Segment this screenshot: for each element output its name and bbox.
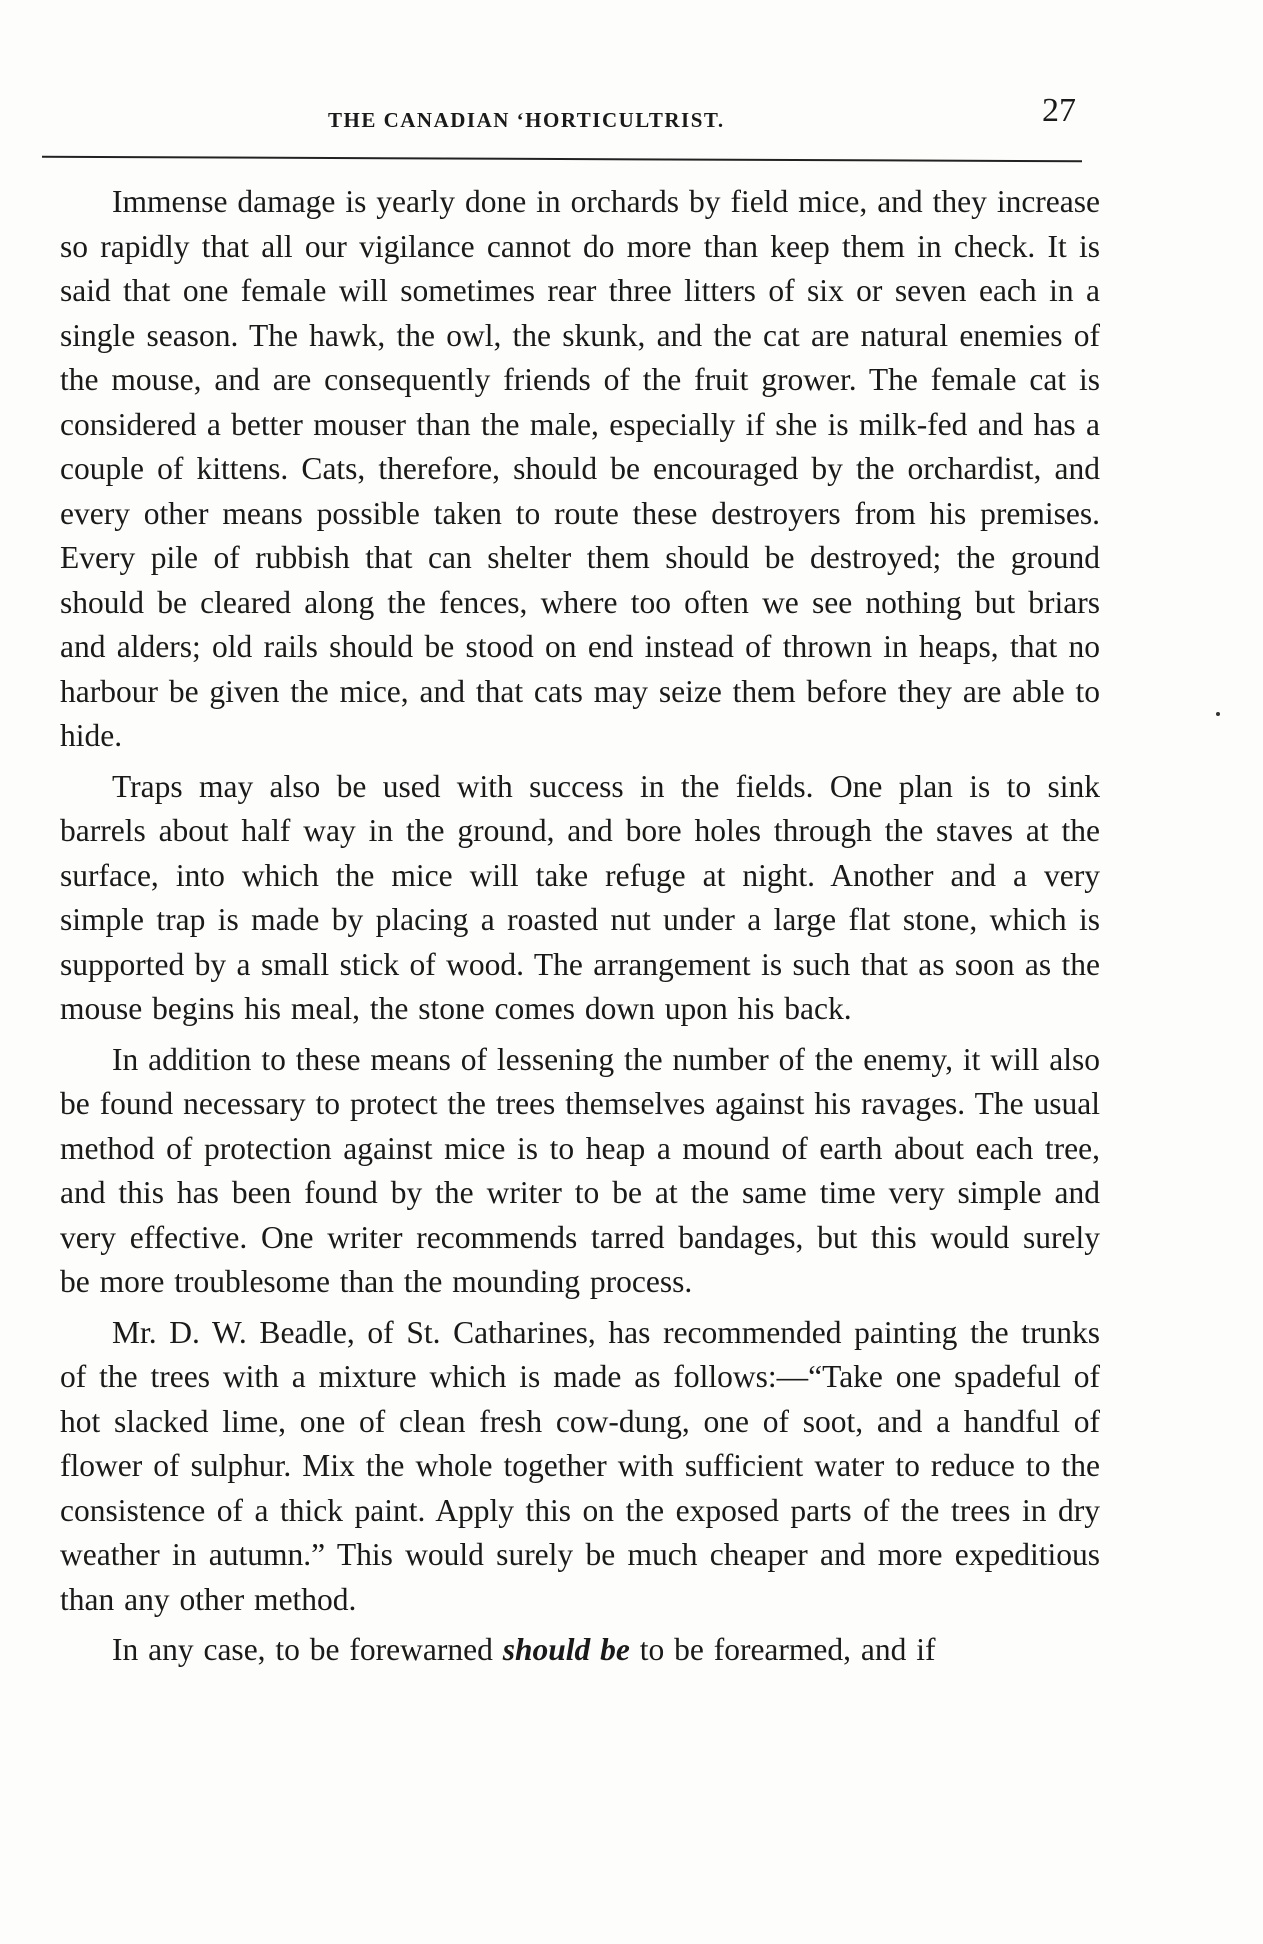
forewarned-text-start: In any case, to be forewarned (112, 1632, 503, 1667)
forewarned-text-end: to be forearmed, and if (629, 1632, 936, 1667)
page-number: 27 (1042, 92, 1076, 129)
paragraph-beadle-mixture: Mr. D. W. Beadle, of St. Catharines, has recommended painting the trunks of the trees with a mixture which is made as follows:—“Take one spadeful of hot slacked lime, one of clean fresh cow-dung, one of soot, and a handful of flower of sulphur. Mix the whole together with sufficient water to reduce to the consistence of a thick paint. Apply this on the exposed parts of the trees in dry weather in autumn.” This would surely be much cheaper and more expeditious than any other method. (60, 1314, 1100, 1617)
paragraph-forewarned (60, 1628, 1100, 1673)
paragraph-traps: Traps may also be used with success in the fields. One plan is to sink barrels about half way in the ground, and bore holes through the staves at the surface, into which the mice will take refuge at night. Another and a very simple trap is made by placing a roasted nut under a large flat stone, which is supported by a small stick of wood. The arrangement is such that as soon as the mouse begins his meal, the stone comes down upon his back. (60, 768, 1100, 1026)
body-text (60, 180, 1100, 1679)
paragraph-protect-trees: In addition to these means of lessening the number of the enemy, it will also be found necessary to protect the trees themselves against his ravages. The usual method of protection against mice is to heap a mound of earth about each tree, and this has been found by the writer to be at the same time very simple and very effective. One writer recommends tarred bandages, but this would surely be more troublesome than the mounding process. (60, 1041, 1100, 1299)
forewarned-emphasis: should be (502, 1632, 630, 1667)
running-head (42, 92, 1082, 142)
header-rule (42, 156, 1082, 163)
paragraph-field-mice: Immense damage is yearly done in orchards by field mice, and they increase so rapidly that all our vigilance cannot do more than keep them in check. It is said that one female will sometimes rear three litters of six or seven each in a single season. The hawk, the owl, the skunk, and the cat are natural enemies of the mouse, and are consequently friends of the fruit grower. The female cat is considered a better mouser than the male, especially if she is milk-fed and has a couple of kittens. Cats, therefore, should be encouraged by the orchardist, and every other means possible taken to route these destroyers from his premises. Every pile of rubbish that can shelter them should be destroyed; the ground should be cleared along the fences, where too often we see nothing but briars and alders; old rails should be stood on end instead of thrown in heaps, that no harbour be given the mice, and that cats may seize them before they are able to hide. (60, 184, 1100, 753)
running-title: THE CANADIAN ‘HORTICULTRIST. (328, 108, 725, 132)
ink-speck (1216, 712, 1220, 716)
